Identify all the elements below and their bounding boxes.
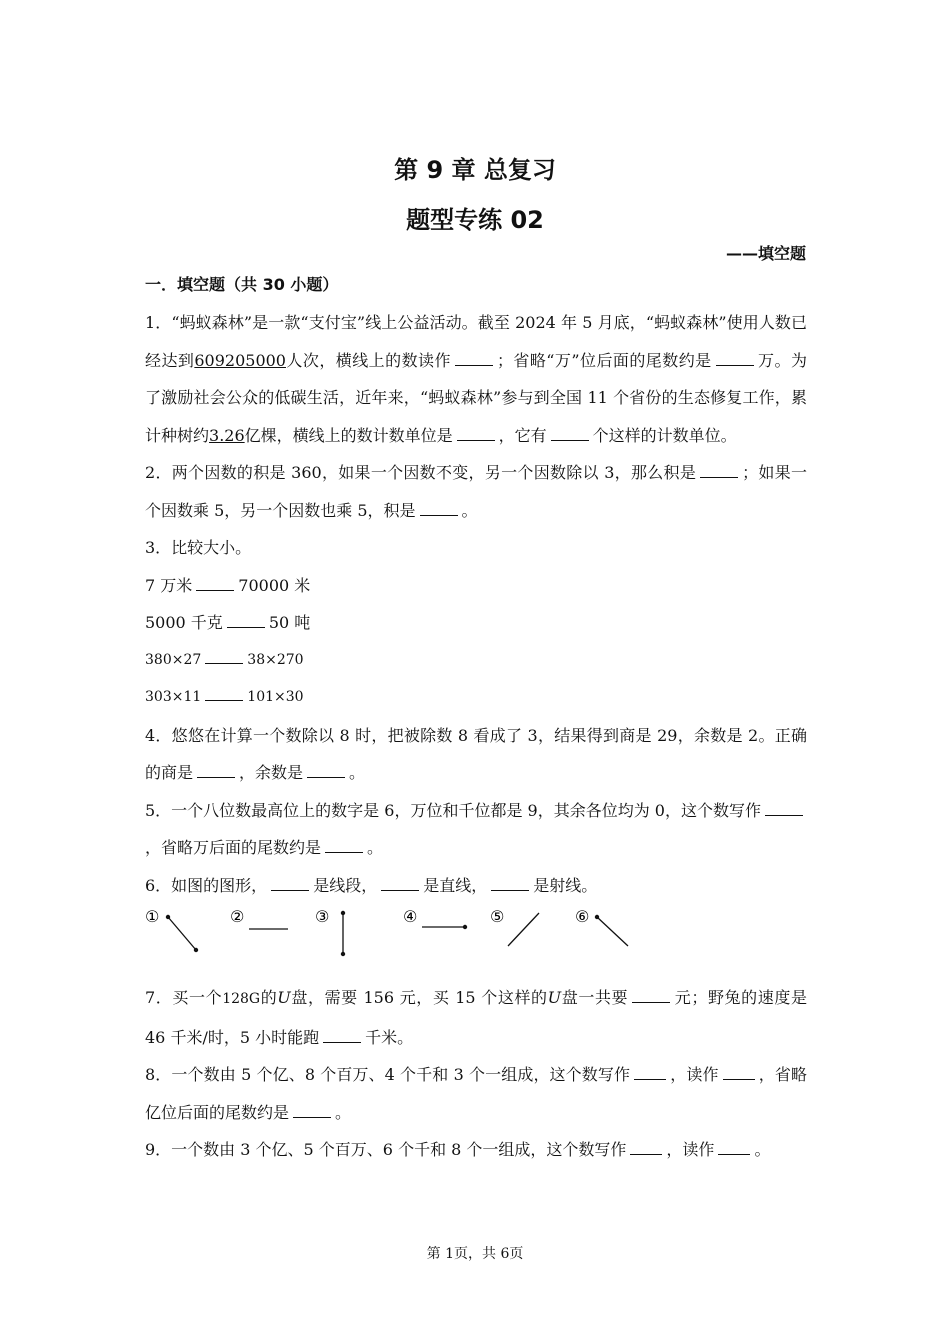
answer-blank[interactable]: [716, 351, 754, 366]
line-figures: [145, 904, 807, 979]
compare-row-3: 380×27 38×270: [145, 642, 807, 680]
answer-blank[interactable]: [455, 351, 493, 366]
answer-blank[interactable]: [197, 763, 235, 778]
answer-blank[interactable]: [293, 1103, 331, 1118]
answer-blank[interactable]: [718, 1140, 750, 1155]
answer-blank[interactable]: [307, 763, 345, 778]
answer-blank[interactable]: [630, 1140, 662, 1155]
answer-blank[interactable]: [765, 801, 803, 816]
compare-row-2: 5000 千克 50 吨: [145, 613, 311, 632]
chapter-title: 第 9 章 总复习: [394, 156, 556, 184]
answer-blank[interactable]: [723, 1065, 755, 1080]
section-heading: 一．填空题（共 30 小题）: [145, 275, 339, 294]
answer-blank[interactable]: [700, 463, 738, 478]
question-9: 9．一个数由 3 个亿、5 个百万、6 个千和 8 个一组成，这个数写作 ，读作 。: [145, 1140, 771, 1159]
question-4: 4．悠悠在计算一个数除以 8 时，把被除数 8 看成了 3，结果得到商是 29，余数是 2。正确的商是 ，余数是 。: [145, 725, 807, 782]
question-3: 3．比较大小。: [145, 538, 252, 557]
endpoint-dot: [463, 925, 467, 929]
question-6: 6．如图的图形， 是线段， 是直线， 是射线。: [145, 875, 598, 895]
segment-1: [168, 917, 196, 950]
question-7: 7．买一个128G的U盘，需要 156 元，买 15 个这样的U盘一共要 元；野兔的速度是 46 千米/时，5 小时能跑 千米。: [145, 988, 807, 1047]
question-1: 1．“蚂蚁森林”是一款“支付宝”线上公益活动。截至 2024 年 5 月底，“蚂蚁森林”使用人数已经达到609205000人次，横线上的数读作 ；省略“万”位后面的尾数约是 万。为了激励社会公众的低碳生活，近年来，“蚂蚁森林”参与到全国 11 个省份的生态修复工作，累计种树约3.26亿棵，横线上的数计数单位是 ，它有 个这样的计数单位。: [145, 313, 807, 445]
practice-title: 题型专练 02: [406, 206, 544, 234]
answer-blank[interactable]: [323, 1028, 361, 1043]
answer-blank[interactable]: [381, 876, 419, 891]
answer-blank[interactable]: [491, 876, 529, 891]
question-list: [145, 304, 807, 1169]
answer-blank[interactable]: [196, 576, 234, 591]
figure-label-2: ②: [230, 907, 245, 926]
answer-blank[interactable]: [325, 838, 363, 853]
compare-row-4: 303×11 101×30: [145, 679, 807, 717]
question-2: 2．两个因数的积是 360，如果一个因数不变，另一个因数除以 3，那么积是 ；如果一个因数乘 5，另一个因数也乘 5，积是 。: [145, 463, 807, 520]
answer-blank[interactable]: [227, 613, 265, 628]
answer-blank[interactable]: [420, 501, 458, 516]
line-5: [508, 913, 539, 946]
endpoint-dot: [194, 948, 198, 952]
figure-label-1: ①: [145, 907, 160, 926]
answer-blank[interactable]: [271, 876, 309, 891]
figure-label-5: ⑤: [490, 907, 505, 926]
question-type-tag: ——填空题: [725, 244, 806, 263]
page-footer: 第 1页，共 6页: [426, 1246, 524, 1262]
answer-blank[interactable]: [457, 426, 495, 441]
answer-blank[interactable]: [634, 1065, 666, 1080]
answer-blank[interactable]: [205, 686, 243, 701]
endpoint-dot: [341, 952, 345, 956]
answer-blank[interactable]: [632, 988, 670, 1003]
ray-6: [597, 917, 628, 946]
figure-label-4: ④: [403, 907, 418, 926]
answer-blank[interactable]: [205, 649, 243, 664]
figure-label-3: ③: [315, 907, 330, 926]
compare-row-1: 7 万米 70000 米: [145, 575, 311, 595]
figure-label-6: ⑥: [575, 907, 590, 926]
line-figures-svg: [145, 904, 807, 979]
question-5: 5．一个八位数最高位上的数字是 6，万位和千位都是 9，其余各位均为 0，这个数写作，省略万后面的尾数约是 。: [145, 792, 807, 867]
question-8: 8．一个数由 5 个亿、8 个百万、4 个千和 3 个一组成，这个数写作 ，读作 ，省略亿位后面的尾数约是 。: [145, 1065, 807, 1122]
answer-blank[interactable]: [551, 426, 589, 441]
